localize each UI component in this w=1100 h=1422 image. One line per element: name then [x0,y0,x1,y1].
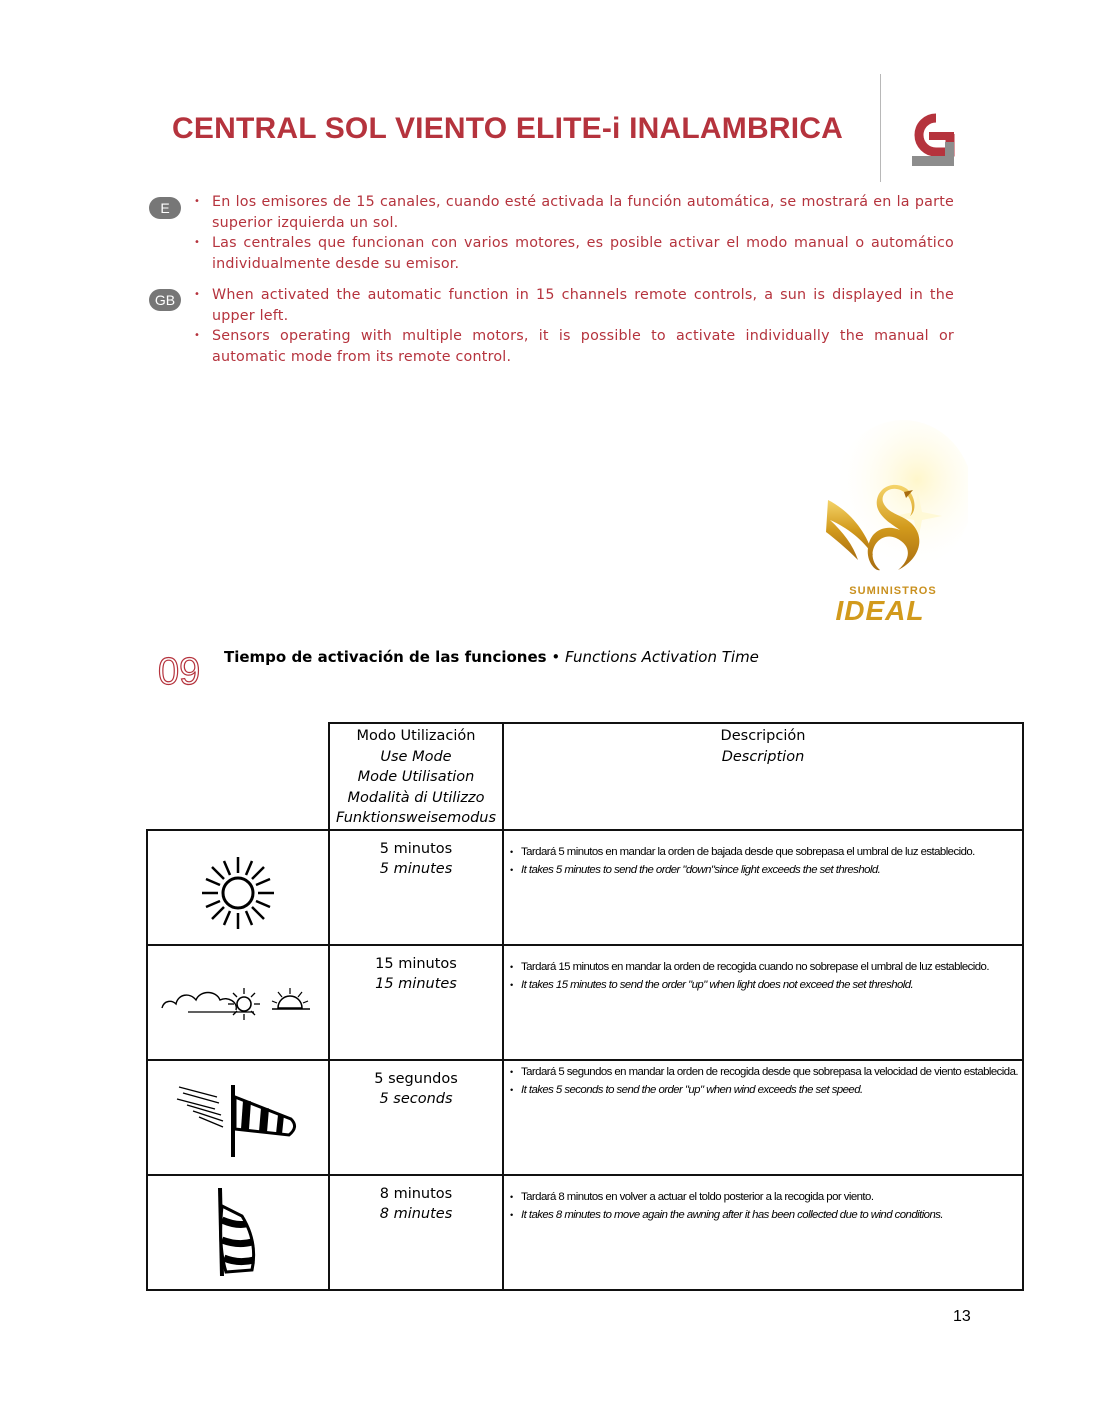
row-mode-cell [329,1060,503,1175]
list-item: • Sensors operating with multiple motors, it is possible to activate individually the manual or automatic mode from its remote control. [194,326,954,367]
sun-icon [198,853,278,933]
row-description-cell [503,1175,1023,1290]
table-row [147,1175,1023,1290]
row-icon-cell [147,945,329,1060]
mode-en: 8 minutes [379,1206,453,1222]
mode-es: 8 minutos [379,1185,453,1202]
windsock-wind-icon [173,1079,303,1159]
description-en: • It takes 15 minutes to send the order "up" when light does not exceed the set threshold. [510,976,1018,995]
table-header-row [147,723,1023,830]
list-item: • En los emisores de 15 canales, cuando esté activada la función automática, se mostrará en la parte superior izquierda un sol. [194,192,954,233]
table-row [147,945,1023,1060]
description-en: • It takes 5 seconds to send the order "up" when wind exceeds the set speed. [510,1081,1018,1100]
header-mode-it: Modalità di Utilizzo [347,789,485,806]
intro-list-es [194,192,954,274]
list-item: • When activated the automatic function in 15 channels remote controls, a sun is displayed in the upper left. [194,285,954,326]
mode-en: 5 seconds [379,1091,453,1107]
header-mode-es: Modo Utilización [356,728,476,744]
header-mode-en: Use Mode [380,748,452,765]
mode-es: 5 segundos [374,1070,458,1087]
brand-line2: IDEAL [835,595,925,626]
header-use-mode [329,723,503,830]
header-desc-es: Descripción [720,728,806,744]
description-en: • It takes 5 minutes to send the order "down"since light exceeds the set threshold. [510,861,1018,880]
row-mode-cell [329,1175,503,1290]
description-es: • Tardará 5 minutos en mandar la orden de bajada desde que sobrepasa el umbral de luz establecido. [510,843,1018,862]
header-description [503,723,1023,830]
section-title [224,648,759,666]
suministros-ideal-logo [818,420,968,630]
language-badge-gb: GB [149,289,181,311]
description-en: • It takes 8 minutes to move again the awning after it has been collected due to wind conditions. [510,1206,1018,1225]
description-es: • Tardará 8 minutos en volver a actuar el toldo posterior a la recogida por viento. [510,1188,1018,1207]
page-number: 13 [953,1308,971,1325]
mode-es: 15 minutos [375,955,457,972]
intro-list-gb [194,285,954,367]
section-title-en: Functions Activation Time [565,648,759,666]
section-number-text: 09 [158,651,201,690]
activation-time-table [146,722,1024,1291]
brand-line1: SUMINISTROS [849,585,937,597]
company-logo-icon [906,112,960,168]
table-row [147,830,1023,945]
row-icon-cell [147,830,329,945]
table-row [147,1060,1023,1175]
row-mode-cell [329,945,503,1060]
header-mode-de: Funktionsweisemodus [335,810,497,826]
row-mode-cell [329,830,503,945]
header-desc-en: Description [721,748,805,765]
mode-es: 5 minutos [379,840,453,857]
section-title-es: Tiempo de activación de las funciones [224,648,547,666]
row-description-cell [503,1060,1023,1175]
table-header-empty [147,723,329,830]
header-divider [880,74,881,182]
language-badge-es: E [149,197,181,219]
row-icon-cell [147,1060,329,1175]
header-mode-fr: Mode Utilisation [357,769,475,785]
row-description-cell [503,945,1023,1060]
section-title-separator: • [551,648,561,666]
cloud-sun-icon [158,978,318,1028]
row-description-cell [503,830,1023,945]
list-item: • Las centrales que funcionan con varios motores, es posible activar el modo manual o automático individualmente desde su emisor. [194,233,954,274]
mode-en: 5 minutes [379,861,453,877]
row-icon-cell [147,1175,329,1290]
description-es: • Tardará 5 segundos en mandar la orden de recogida desde que sobrepasa la velocidad de viento establecida. [510,1063,1018,1082]
mode-en: 15 minutes [375,976,457,992]
description-es: • Tardará 15 minutos en mandar la orden de recogida cuando no sobrepase el umbral de luz establecido. [510,958,1018,977]
windsock-calm-icon [208,1186,268,1278]
page-title: CENTRAL SOL VIENTO ELITE-i INALAMBRICA [172,112,843,145]
section-number [158,650,210,690]
